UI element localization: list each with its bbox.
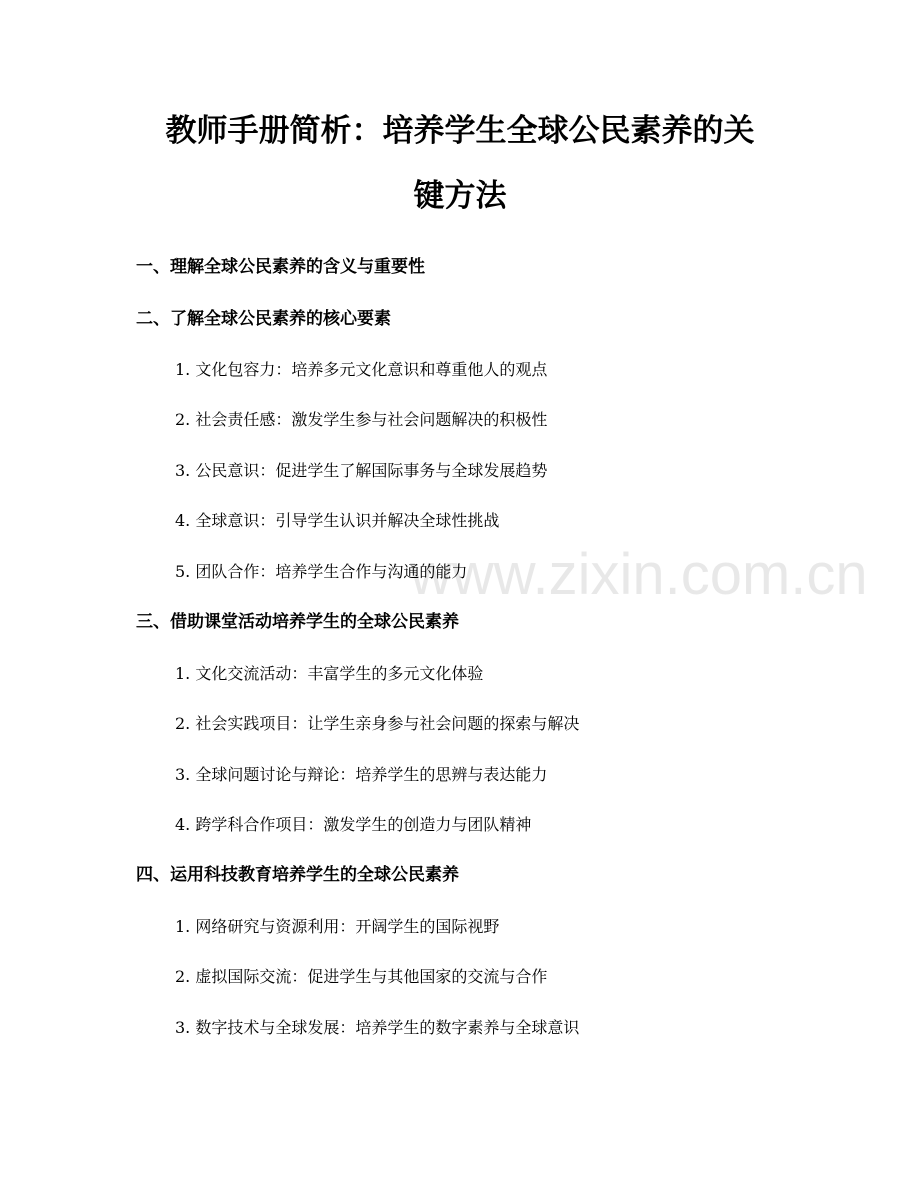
list-item: 1. 文化交流活动：丰富学生的多元文化体验: [175, 664, 484, 683]
list-item: 5. 团队合作：培养学生合作与沟通的能力: [175, 562, 468, 581]
list-item: 3. 全球问题讨论与辩论：培养学生的思辨与表达能力: [175, 765, 548, 784]
list-item: 1. 网络研究与资源利用：开阔学生的国际视野: [175, 917, 500, 936]
section-heading-3: 三、借助课堂活动培养学生的全球公民素养: [136, 612, 459, 632]
list-item: 3. 数字技术与全球发展：培养学生的数字素养与全球意识: [175, 1018, 580, 1037]
list-item: 4. 跨学科合作项目：激发学生的创造力与团队精神: [175, 815, 532, 834]
section-heading-4: 四、运用科技教育培养学生的全球公民素养: [136, 865, 459, 885]
document-title-line-1: 教师手册简析：培养学生全球公民素养的关: [165, 113, 755, 149]
list-item: 1. 文化包容力：培养多元文化意识和尊重他人的观点: [175, 360, 548, 379]
list-item: 2. 社会责任感：激发学生参与社会问题解决的积极性: [175, 410, 548, 429]
list-item: 3. 公民意识：促进学生了解国际事务与全球发展趋势: [175, 461, 548, 480]
section-heading-2: 二、了解全球公民素养的核心要素: [136, 309, 391, 329]
list-item: 2. 虚拟国际交流：促进学生与其他国家的交流与合作: [175, 967, 548, 986]
watermark: www.zixin.com.cn: [410, 542, 868, 607]
document-title-line-2: 键方法: [413, 178, 507, 214]
section-heading-1: 一、理解全球公民素养的含义与重要性: [136, 257, 425, 277]
list-item: 4. 全球意识：引导学生认识并解决全球性挑战: [175, 511, 500, 530]
list-item: 2. 社会实践项目：让学生亲身参与社会问题的探索与解决: [175, 714, 580, 733]
